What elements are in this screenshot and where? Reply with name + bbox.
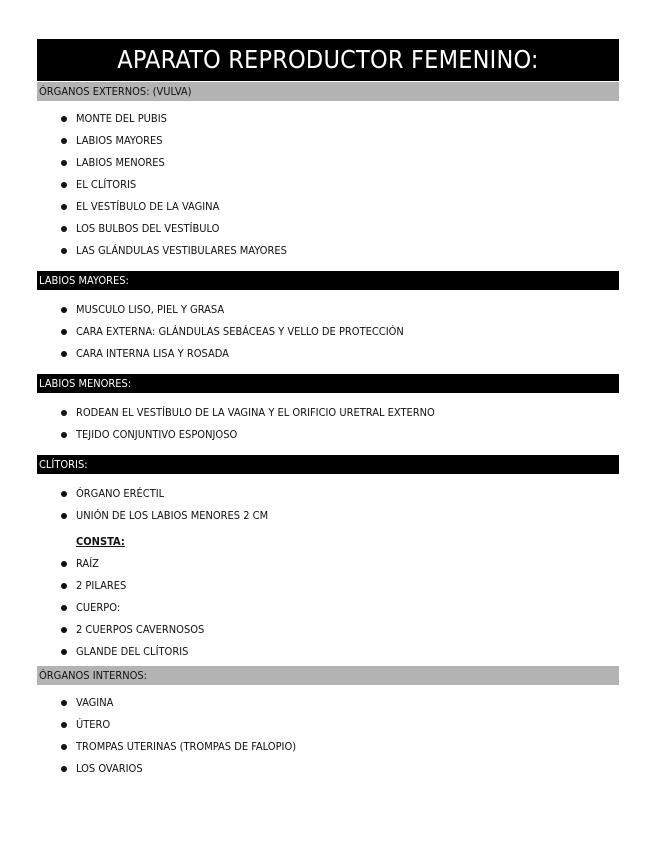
bullet-icon (61, 410, 67, 416)
section-heading-organos-internos: ÓRGANOS INTERNOS: (37, 666, 619, 685)
list-item-text: LAS GLÁNDULAS VESTIBULARES MAYORES (76, 244, 287, 257)
list-item-text: LOS BULBOS DEL VESTÍBULO (76, 222, 220, 235)
list-item (58, 424, 435, 446)
list-item (58, 321, 404, 343)
list-item (58, 130, 287, 152)
bullet-icon (61, 561, 67, 567)
bullet-icon (61, 627, 67, 633)
list-item (58, 736, 296, 758)
list-item-text: TEJIDO CONJUNTIVO ESPONJOSO (76, 428, 238, 441)
bullet-icon (61, 160, 67, 166)
page-title: APARATO REPRODUCTOR FEMENINO: (37, 39, 619, 81)
list-item-text: EL CLÍTORIS (76, 178, 137, 191)
list-item (58, 402, 435, 424)
list-labios-menores (58, 402, 435, 446)
list-item-text: EL VESTÍBULO DE LA VAGINA (76, 200, 220, 213)
list-item-text: CUERPO: (76, 601, 121, 614)
list-item (58, 483, 268, 505)
subheading-consta: CONSTA: (76, 535, 125, 548)
bullet-icon (61, 700, 67, 706)
bullet-icon (61, 226, 67, 232)
list-item (58, 641, 204, 663)
list-item-text: UNIÓN DE LOS LABIOS MENORES 2 CM (76, 509, 269, 522)
list-item-text: CARA INTERNA LISA Y ROSADA (76, 347, 229, 360)
section-heading-clitoris: CLÍTORIS: (37, 455, 619, 474)
list-item (58, 597, 204, 619)
bullet-icon (61, 766, 67, 772)
list-organos-externos (58, 108, 287, 262)
bullet-icon (61, 513, 67, 519)
list-item (58, 174, 287, 196)
section-heading-labios-mayores: LABIOS MAYORES: (37, 271, 619, 290)
bullet-icon (61, 605, 67, 611)
list-clitoris-b (58, 553, 204, 663)
list-item-text: ÚTERO (76, 718, 111, 731)
list-item-text: MUSCULO LISO, PIEL Y GRASA (76, 303, 225, 316)
list-item (58, 692, 296, 714)
list-organos-internos (58, 692, 296, 780)
list-item (58, 196, 287, 218)
list-item (58, 758, 296, 780)
list-item-text: TROMPAS UTERINAS (TROMPAS DE FALOPIO) (76, 740, 297, 753)
list-item (58, 619, 204, 641)
list-item (58, 553, 204, 575)
list-item (58, 714, 296, 736)
bullet-icon (61, 138, 67, 144)
bullet-icon (61, 432, 67, 438)
list-item-text: 2 CUERPOS CAVERNOSOS (76, 623, 205, 636)
list-item-text: CARA EXTERNA: GLÁNDULAS SEBÁCEAS Y VELLO DE PROTECCIÓN (76, 325, 404, 338)
list-item (58, 505, 268, 527)
bullet-icon (61, 744, 67, 750)
list-item-text: RAÍZ (76, 557, 99, 570)
bullet-icon (61, 583, 67, 589)
bullet-icon (61, 351, 67, 357)
bullet-icon (61, 649, 67, 655)
section-heading-labios-menores: LABIOS MENORES: (37, 374, 619, 393)
list-item-text: LOS OVARIOS (76, 762, 143, 775)
list-item-text: ÓRGANO ERÉCTIL (76, 487, 165, 500)
bullet-icon (61, 248, 67, 254)
list-item-text: RODEAN EL VESTÍBULO DE LA VAGINA Y EL ORIFICIO URETRAL EXTERNO (76, 406, 435, 419)
bullet-icon (61, 491, 67, 497)
list-item (58, 240, 287, 262)
list-item (58, 343, 404, 365)
list-item (58, 108, 287, 130)
bullet-icon (61, 182, 67, 188)
list-item (58, 218, 287, 240)
list-item (58, 152, 287, 174)
list-item-text: MONTE DEL PUBIS (76, 112, 167, 125)
list-item-text: VAGINA (76, 696, 114, 709)
list-item (58, 299, 404, 321)
list-item-text: GLANDE DEL CLÍTORIS (76, 645, 189, 658)
list-labios-mayores (58, 299, 404, 365)
list-item-text: 2 PILARES (76, 579, 127, 592)
list-item-text: LABIOS MENORES (76, 156, 165, 169)
list-clitoris-a (58, 483, 268, 527)
bullet-icon (61, 307, 67, 313)
bullet-icon (61, 722, 67, 728)
list-item-text: LABIOS MAYORES (76, 134, 163, 147)
bullet-icon (61, 116, 67, 122)
list-item (58, 575, 204, 597)
bullet-icon (61, 329, 67, 335)
section-heading-organos-externos: ÓRGANOS EXTERNOS: (VULVA) (37, 82, 619, 101)
bullet-icon (61, 204, 67, 210)
